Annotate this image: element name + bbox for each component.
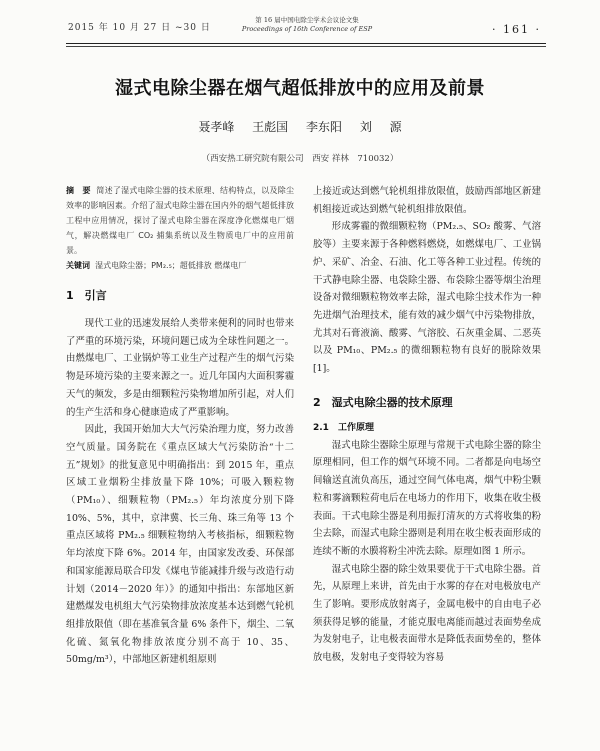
right-column [313,183,541,751]
abstract-label: 摘 要 [66,186,91,195]
subsection-heading-working-principle: 2.1 工作原理 [313,422,374,433]
page-number: · 161 · [492,23,541,36]
continued-paragraph: 上接近或达到燃气轮机组排放限值，鼓励西部地区新建机组接近或达到燃气轮机组排放限值。 [313,186,541,215]
header-date: 2015 年 10 月 27 日 ~30 日 [68,23,211,33]
keywords-text: 湿式电除尘器；PM₂.₅；超低排放 燃煤电厂 [95,261,247,270]
pm25-paragraph: 形成雾霾的微细颗粒物（PM₂.₅、SO₂ 酸雾、气溶胶等）主要来源于各种燃料燃烧，如燃煤电厂、工业锅炉、采矿、冶金、石油、化工等各种工业过程。传统的干式静电除尘器、电袋除尘器、布袋除尘器等烟尘治理设备对微细颗粒物效率去除，湿式电除尘技术作为一种先进烟气治理技术，能有效的减少烟气中污染物排放，尤其对石膏液滴、酸雾、气溶胶、石灰重金属、二恶英以及 PM₁₀、PM₂.₅ 的微细颗粒物有良好的脱除效果[1]。 [313,221,541,375]
author: 刘 源 [359,120,402,134]
header-conference-cn: 第 16 届中国电除尘学术会议论文集 [255,16,359,24]
header-rule [66,43,546,44]
keywords-label: 关键词 [66,261,90,270]
author: 李东阳 [306,120,343,134]
principle-paragraph-2: 湿式电除尘器的除尘效果要优于干式电除尘器。首先，从原理上来讲，首先由于水雾的存在对电极放电产生了影响。要形成放射离子，金属电极中的自由电子必须获得足够的能量，才能克服电离能而越过表面势垒成为发射电子，让电极表面带水是降低表面势垒的，整体放电极，发射电子变得较为容易 [313,563,541,664]
header-rule-thin [66,46,546,47]
paper-title: 湿式电除尘器在烟气超低排放中的应用及前景 [115,78,485,99]
author: 王彪国 [252,120,289,134]
author: 聂孝峰 [198,120,235,134]
keywords [66,258,294,273]
section-heading-principle: 2 湿式电除尘器的技术原理 [313,395,453,409]
section-heading-intro: 1 引言 [66,289,107,302]
affiliation: （西安热工研究院有限公司 西安 祥林 710032） [201,154,399,164]
header-conference [232,16,382,34]
intro-paragraph-1: 现代工业的迅速发展给人类带来便利的同时也带来了严重的环境污染，环境问题已成为全球性问题之一。由燃煤电厂、工业锅炉等工业生产过程产生的烟气污染物是环境污染的主要来源之一。近几年国内大面积雾霾天气的频发，多是由细颗粒污染物增加所引起，对人们的生产生活和身心健康造成了严重影响。 [66,318,294,418]
abstract-text: 简述了湿式电除尘器的技术原理、结构特点，以及除尘效率的影响因素。介绍了湿式电除尘器在国内外的烟气超低排放工程中应用情况，探讨了湿式电除尘器在深度净化燃煤电厂烟气，解决燃煤电厂 CO₂ 捕集系统以及生物质电厂中的应用前景。 [66,186,294,255]
left-column [66,183,294,751]
author-list [0,118,600,135]
intro-paragraph-2: 因此，我国开始加大大气污染治理力度，努力改善空气质量。国务院在《重点区域大气污染防治“十二五”规划》的批复意见中明确指出：到 2015 年，重点区域工业烟粉尘排放量下降 10%；可吸入颗粒物（PM₁₀）、细颗粒物（PM₂.₅）年均浓度分别下降 10%、5%，其中，京津冀、长三角、珠三角等 13 个重点区域将 PM₂.₅ 细颗粒物纳入考核指标，细颗粒物年均浓度下降 6%。2014 年，由国家发改委、环保部和国家能源局联合印发《煤电节能减排升级与改造行动计划（2014－2020 年）》的通知中指出：东部地区新建燃煤发电机组大气污染物排放浓度基本达到燃气轮机组排放限值（即在基准氧含量 6% 条件下，烟尘、二氧化硫、氮氧化物排放浓度分别不高于 10、35、50mg/m³），中部地区新建机组原则 [66,424,294,666]
header-conference-en: Proceedings of 16th Conference of ESP [241,25,373,33]
principle-paragraph-1: 湿式电除尘器除尘原理与常规干式电除尘器的除尘原理相同，但工作的烟气环境不同。二者都是向电场空间输送直流负高压，通过空间气体电离，烟气中粉尘颗粒和雾滴颗粒荷电后在电场力的作用下，收集在收尘极表面。干式电除尘器是利用振打清灰的方式将收集的粉尘去除，而湿式电除尘器则是利用在收尘板表面形成的连续不断的水膜将粉尘冲洗去除。原理如图 1 所示。 [313,439,541,557]
abstract [66,183,294,258]
